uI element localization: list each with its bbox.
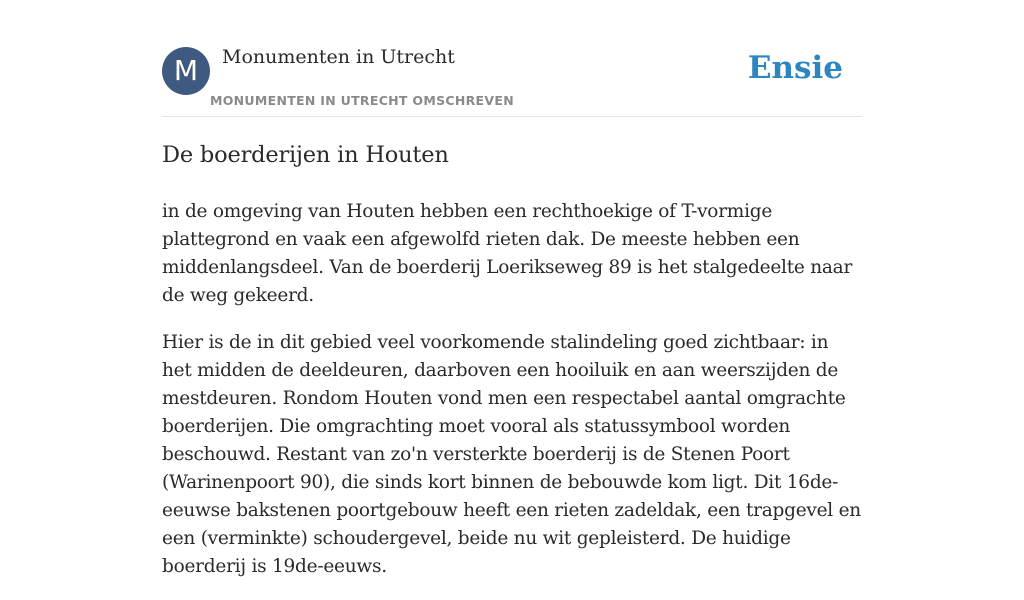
site-header: [162, 46, 862, 117]
site-subtitle: MONUMENTEN IN UTRECHT OMSCHREVEN: [210, 93, 514, 108]
article: [162, 136, 862, 600]
site-title[interactable]: Monumenten in Utrecht: [222, 46, 455, 68]
avatar[interactable]: M: [162, 47, 210, 95]
article-title: De boerderijen in Houten: [162, 142, 449, 168]
brand-logo-link[interactable]: Ensie: [747, 50, 843, 86]
article-paragraph-1: in de omgeving van Houten hebben een rechthoekige of T-vormige plattegrond en vaak een afgewolfd rieten dak. De meeste hebben een middenlangsdeel. Van de boerderij Loerikseweg 89 is het stalgedeelte naar de weg gekeerd.: [162, 201, 853, 306]
article-paragraph-2: Hier is de in dit gebied veel voorkomende stalindeling goed zichtbaar: in het midden de deeldeuren, daarboven een hooiluik en aan weerszijden de mestdeuren. Rondom Houten vond men een respectabel aantal omgrachte boerderijen. Die omgrachting moet vooral als statussymbool worden beschouwd. Restant van zo'n versterkte boerderij is de Stenen Poort (Warinenpoort 90), die sinds kort binnen de bebouwde kom ligt. Dit 16de-eeuwse bakstenen poortgebouw heeft een rieten zadeldak, een trapgevel en een (verminkte) schoudergevel, beide nu wit gepleisterd. De huidige boerderij is 19de-eeuws.: [162, 332, 861, 577]
